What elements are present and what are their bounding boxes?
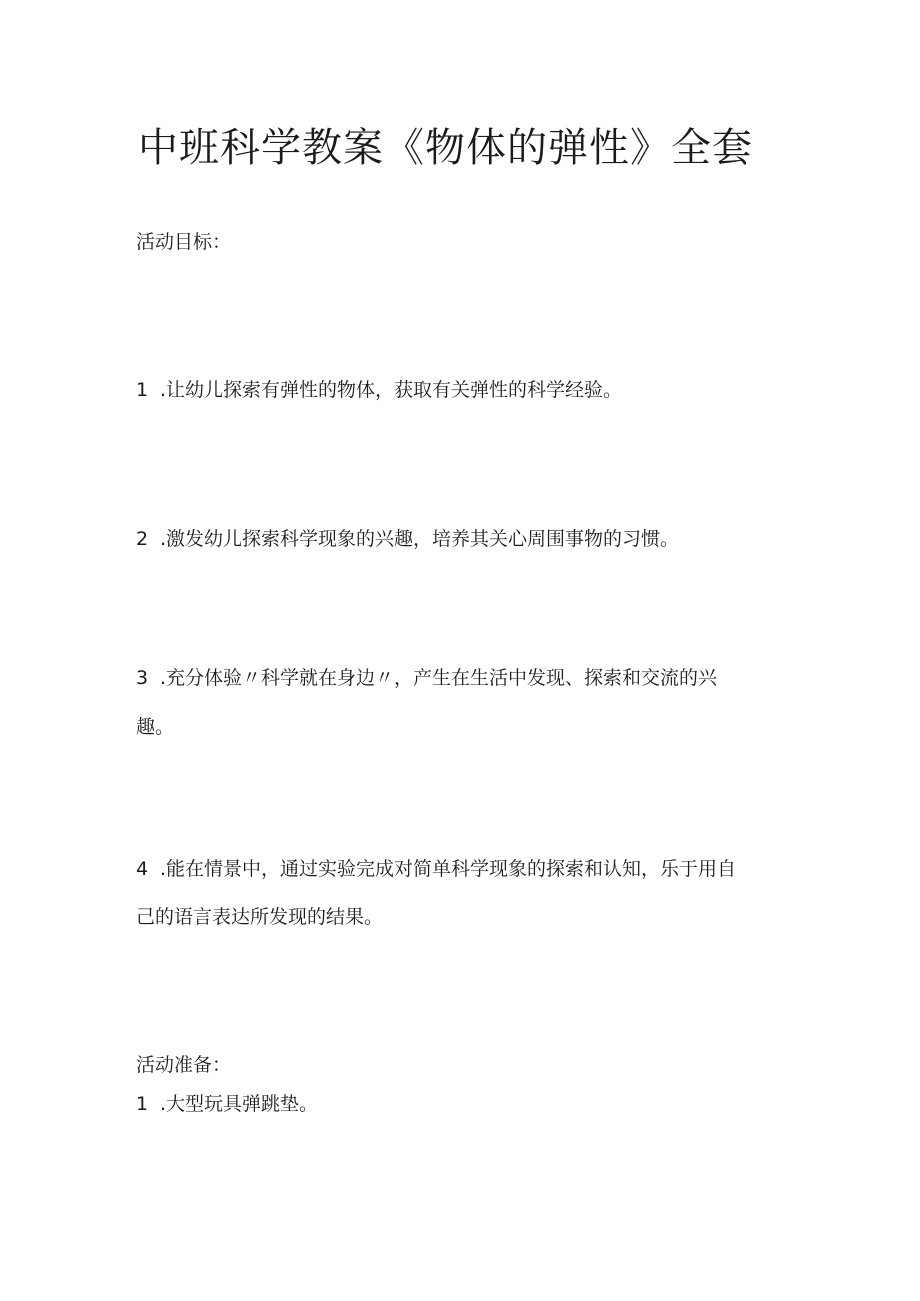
preparation-item-1 <box>136 1092 318 1116</box>
goal-item-text: .让幼儿探索有弹性的物体，获取有关弹性的科学经验。 <box>160 379 623 401</box>
goal-item-1 <box>136 378 622 402</box>
goal-item-4-continuation: 己的语言表达所发现的结果。 <box>136 906 384 928</box>
goal-item-number: 3 <box>136 667 149 689</box>
goal-item-2 <box>136 527 679 551</box>
goal-item-number: 4 <box>136 858 149 880</box>
preparation-heading: 活动准备： <box>136 1054 232 1076</box>
goal-item-text: .能在情景中，通过实验完成对简单科学现象的探索和认知，乐于用自 <box>160 858 737 880</box>
goal-item-number: 1 <box>136 379 149 401</box>
goal-item-text: .充分体验〃科学就在身边〃，产生在生活中发现、探索和交流的兴 <box>160 667 718 689</box>
goals-heading: 活动目标： <box>136 231 232 253</box>
goal-item-text: .激发幼儿探索科学现象的兴趣，培养其关心周围事物的习惯。 <box>160 528 680 550</box>
preparation-item-number: 1 <box>136 1093 149 1115</box>
goal-item-number: 2 <box>136 528 149 550</box>
preparation-item-text: .大型玩具弹跳垫。 <box>160 1093 319 1115</box>
goal-item-3 <box>136 666 717 690</box>
goal-item-3-continuation: 趣。 <box>136 716 175 738</box>
document-title: 中班科学教案《物体的弹性》全套 <box>138 125 753 171</box>
goal-item-4 <box>136 857 736 881</box>
